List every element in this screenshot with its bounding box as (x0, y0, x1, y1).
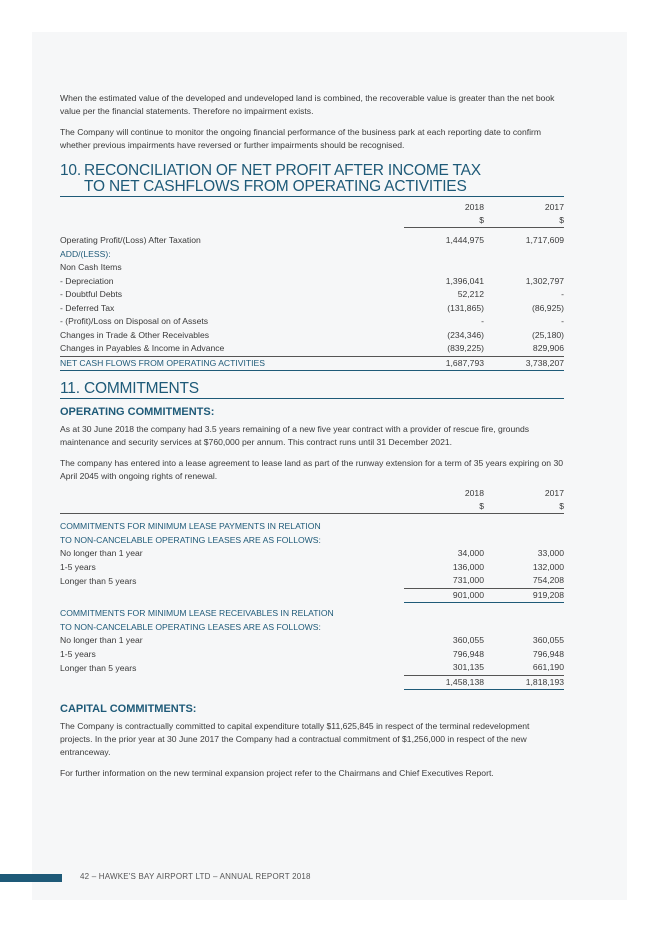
operating-commitments-heading: OPERATING COMMITMENTS: (60, 406, 215, 418)
section-11-heading (60, 381, 564, 399)
col-header-2018: 2018 (464, 488, 484, 498)
page-footer: 42 – HAWKE'S BAY AIRPORT LTD – ANNUAL REPORT 2018 (80, 872, 311, 881)
section-10-heading (60, 163, 564, 197)
receivables-heading-line-2: TO NON-CANCELABLE OPERATING LEASES ARE AS FOLLOWS: (60, 621, 321, 632)
col-header-2017: 2017 (544, 488, 564, 498)
capital-commitments-paragraph-1: The Company is contractually committed to capital expenditure totally $11,625,845 in respect of the terminal redevelopment projects. In the prior year at 30 June 2017 the Company had a contractual commitment of $1,256,000 in respect of the new entranceway. (60, 721, 530, 757)
payments-heading-line-2: TO NON-CANCELABLE OPERATING LEASES ARE AS FOLLOWS: (60, 534, 321, 545)
section-10-title-line-2: TO NET CASHFLOWS FROM OPERATING ACTIVITIES (84, 178, 467, 195)
col-unit-2018: $ (479, 215, 484, 225)
footer-accent-bar (0, 874, 62, 882)
col-unit-2018: $ (479, 501, 484, 511)
section-11-number: 11. (60, 380, 80, 397)
table-total-row: NET CASH FLOWS FROM OPERATING ACTIVITIES 1,687,793 3,738,207 (60, 356, 564, 371)
capital-commitments-heading: CAPITAL COMMITMENTS: (60, 703, 197, 715)
receivables-heading-line-1: COMMITMENTS FOR MINIMUM LEASE RECEIVABLES IN RELATION (60, 608, 334, 619)
col-unit-2017: $ (559, 501, 564, 511)
operating-commitments-paragraph-2: The company has entered into a lease agreement to lease land as part of the runway extension for a term of 35 years expiring on 30 April 2045 with ongoing rights of renewal. (60, 458, 564, 481)
table-row: ADD/(LESS): (60, 248, 111, 259)
page-content (60, 92, 564, 788)
table-row: Longer than 5 years 731,000 754,208 (60, 575, 564, 586)
section-10-title-line-1: RECONCILIATION OF NET PROFIT AFTER INCOME TAX (84, 162, 481, 179)
section-11-title (60, 381, 564, 397)
table-row: - Depreciation 1,396,041 1,302,797 (60, 275, 564, 286)
receivables-total-row: 1,458,138 1,818,193 (60, 675, 564, 690)
table-row: No longer than 1 year 34,000 33,000 (60, 548, 564, 559)
table-row: - (Profit)/Loss on Disposal on of Assets - - (60, 316, 564, 327)
payments-heading-line-1: COMMITMENTS FOR MINIMUM LEASE PAYMENTS IN RELATION (60, 521, 321, 532)
capital-commitments-paragraph-2: For further information on the new terminal expansion project refer to the Chairmans and Chief Executives Report. (60, 768, 494, 778)
table-row: Non Cash Items (60, 262, 122, 273)
col-header-2017: 2017 (544, 202, 564, 212)
section-11-title-text: COMMITMENTS (84, 380, 199, 397)
payments-total-row: 901,000 919,208 (60, 588, 564, 603)
operating-commitments-paragraph-1: As at 30 June 2018 the company had 3.5 years remaining of a new five year contract with a provider of rescue fire, grounds maintenance and security services at $760,000 per annum. This contract runs until 31 December 2021. (60, 424, 530, 447)
table-row: Changes in Trade & Other Receivables (234,346) (25,180) (60, 329, 564, 340)
table-row: Changes in Payables & Income in Advance (839,225) 829,906 (60, 343, 564, 354)
table-row: - Doubtful Debts 52,212 - (60, 289, 564, 300)
table-row: 1-5 years 796,948 796,948 (60, 648, 564, 659)
col-header-2018: 2018 (464, 202, 484, 212)
section-10-title (60, 163, 564, 195)
cashflow-reconciliation-table (60, 201, 564, 371)
col-unit-2017: $ (559, 215, 564, 225)
table-row: Operating Profit/(Loss) After Taxation 1,444,975 1,717,609 (60, 235, 564, 246)
lease-commitments-table (60, 487, 564, 690)
table-row: - Deferred Tax (131,865) (86,925) (60, 302, 564, 313)
table-row: 1-5 years 136,000 132,000 (60, 561, 564, 572)
table-row: Longer than 5 years 301,135 661,190 (60, 662, 564, 673)
table-row: No longer than 1 year 360,055 360,055 (60, 635, 564, 646)
intro-paragraph-1: When the estimated value of the developed and undeveloped land is combined, the recoverable value is greater than the net book value per the financial statements. Therefore no impairment exists. (60, 93, 555, 116)
section-10-number: 10. (60, 162, 81, 179)
intro-paragraph-2: The Company will continue to monitor the ongoing financial performance of the business park at each reporting date to confirm whether previous impairments have reversed or further impairments should be recognised. (60, 127, 542, 150)
